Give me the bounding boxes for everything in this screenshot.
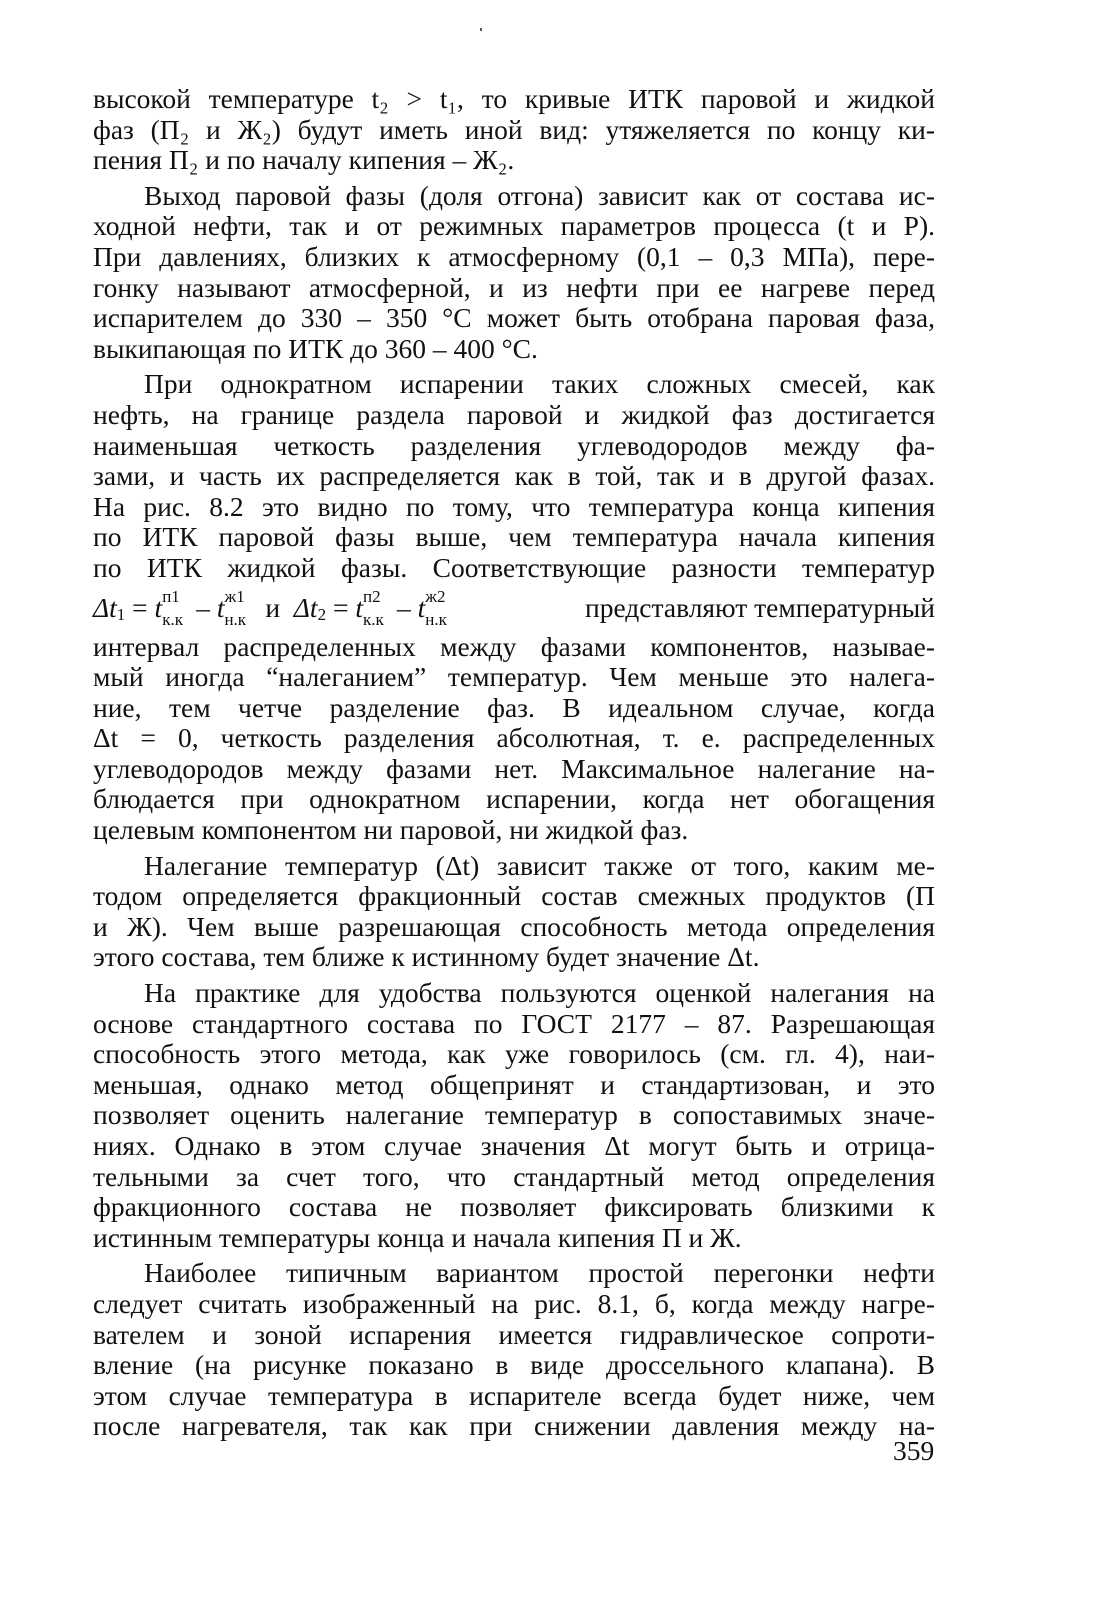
text-line: мый иногда “налеганием” температур. Чем меньше это налега- bbox=[93, 661, 935, 693]
text-line: способность этого метода, как уже говорилось (см. гл. 4), наи- bbox=[93, 1038, 935, 1070]
text-line: Δt = 0, четкость разделения абсолютная, т. е. распределенных bbox=[93, 722, 935, 754]
text-line: позволяет оценить налегание температур в сопоставимых значе- bbox=[93, 1099, 935, 1131]
text-line: фаз (П₂ и Ж₂) будут иметь иной вид: утяжеляется по концу ки- bbox=[93, 113, 935, 145]
formula-tail-text: представляют температурный bbox=[585, 591, 935, 623]
formula-index-stack: ж2 н.к bbox=[425, 586, 447, 629]
formula-equals: = bbox=[132, 591, 148, 623]
text-line: высокой температуре t₂ > t₁, то кривые ИТК паровой и жидкой bbox=[93, 83, 935, 114]
text-line: истинным температуры конца и начала кипения П и Ж. bbox=[93, 1221, 742, 1253]
page-number: 359 bbox=[893, 1435, 935, 1466]
text-line: этого состава, тем ближе к истинному будет значение Δt. bbox=[93, 941, 760, 973]
text-line: Налегание температур (Δt) зависит также от того, каким ме- bbox=[144, 849, 935, 881]
formula-minus: – bbox=[196, 591, 210, 623]
text-line: тельными за счет того, что стандартный метод определения bbox=[93, 1160, 935, 1192]
formula-index-stack: п1 к.к bbox=[162, 586, 183, 629]
scan-dot-mark bbox=[480, 28, 482, 31]
text-line: При однократном испарении таких сложных смесей, как bbox=[144, 368, 935, 400]
formula-delta-t: Δt bbox=[293, 591, 318, 623]
text-line: этом случае температура в испарителе всегда будет ниже, чем bbox=[93, 1379, 935, 1411]
formula-index-stack: п2 к.к bbox=[362, 586, 384, 629]
formula-delta-t: Δt bbox=[93, 591, 117, 623]
text-line: по ИТК жидкой фазы. Соответствующие разности температур bbox=[93, 551, 935, 583]
text-line: ниях. Однако в этом случае значения Δt могут быть и отрица- bbox=[93, 1130, 935, 1161]
text-line: нефть, на границе раздела паровой и жидкой фаз достигается bbox=[93, 398, 935, 430]
text-line: наименьшая четкость разделения углеводородов между фа- bbox=[93, 429, 935, 461]
text-line: вление (на рисунке показано в виде дроссельного клапана). В bbox=[93, 1349, 935, 1381]
text-line: после нагревателя, так как при снижении давления между на- bbox=[93, 1410, 935, 1442]
text-line: Выход паровой фазы (доля отгона) зависит как от состава ис- bbox=[144, 179, 935, 211]
formula-index-stack: ж1 н.к bbox=[224, 586, 247, 629]
formula-equals: = bbox=[332, 591, 349, 623]
text-line: При давлениях, близких к атмосферному (0,1 – 0,3 МПа), пере- bbox=[93, 240, 935, 272]
text-line: тодом определяется фракционный состав смежных продуктов (П bbox=[93, 880, 935, 912]
text-line: выкипающая по ИТК до 360 – 400 °С. bbox=[93, 332, 538, 364]
page-text bbox=[93, 84, 935, 1442]
text-line: зами, и часть их распределяется как в той, так и в другой фазах. bbox=[93, 460, 935, 492]
formula-minus: – bbox=[396, 591, 411, 623]
formula-t: t bbox=[355, 591, 363, 623]
text-line: гонку называют атмосферной, и из нефти при ее нагреве перед bbox=[93, 271, 935, 303]
text-line: меньшая, однако метод общепринят и стандартизован, и это bbox=[93, 1068, 935, 1100]
text-line: вателем и зоной испарения имеется гидравлическое сопроти- bbox=[93, 1318, 935, 1350]
text-line: испарителем до 330 – 350 °С может быть отобрана паровая фаза, bbox=[93, 302, 935, 334]
formula-t: t bbox=[216, 591, 225, 623]
text-line: ходной нефти, так и от режимных параметров процесса (t и P). bbox=[93, 210, 935, 242]
formula-and: и bbox=[265, 591, 281, 623]
text-line: основе стандартного состава по ГОСТ 2177 – 87. Разрешающая bbox=[93, 1007, 935, 1039]
text-line: и Ж). Чем выше разрешающая способность метода определения bbox=[93, 910, 935, 942]
text-line: ние, тем четче разделение фаз. В идеальном случае, когда bbox=[93, 691, 935, 723]
formula-t: t bbox=[154, 591, 163, 623]
text-line: по ИТК паровой фазы выше, чем температура начала кипения bbox=[93, 521, 935, 553]
text-line: На практике для удобства пользуются оценкой налегания на bbox=[144, 977, 935, 1009]
text-line: фракционного состава не позволяет фиксировать близкими к bbox=[93, 1191, 935, 1223]
text-line: Наиболее типичным вариантом простой перегонки нефти bbox=[144, 1257, 935, 1289]
text-line: целевым компонентом ни паровой, ни жидкой фаз. bbox=[93, 814, 689, 846]
text-line: На рис. 8.2 это видно по тому, что температура конца кипения bbox=[93, 490, 935, 522]
text-line: углеводородов между фазами нет. Максимальное налегание на- bbox=[93, 752, 935, 784]
text-line: блюдается при однократном испарении, когда нет обогащения bbox=[93, 783, 935, 815]
formula-sub: 1 bbox=[116, 604, 126, 624]
formula-t: t bbox=[417, 591, 426, 623]
text-line: пения П₂ и по началу кипения – Ж₂. bbox=[93, 144, 515, 176]
formula-sub: 2 bbox=[317, 604, 327, 624]
text-line: следует считать изображенный на рис. 8.1, б, когда между нагре- bbox=[93, 1287, 935, 1319]
formula-line bbox=[93, 584, 935, 632]
text-line: интервал распределенных между фазами компонентов, называе- bbox=[93, 630, 935, 662]
